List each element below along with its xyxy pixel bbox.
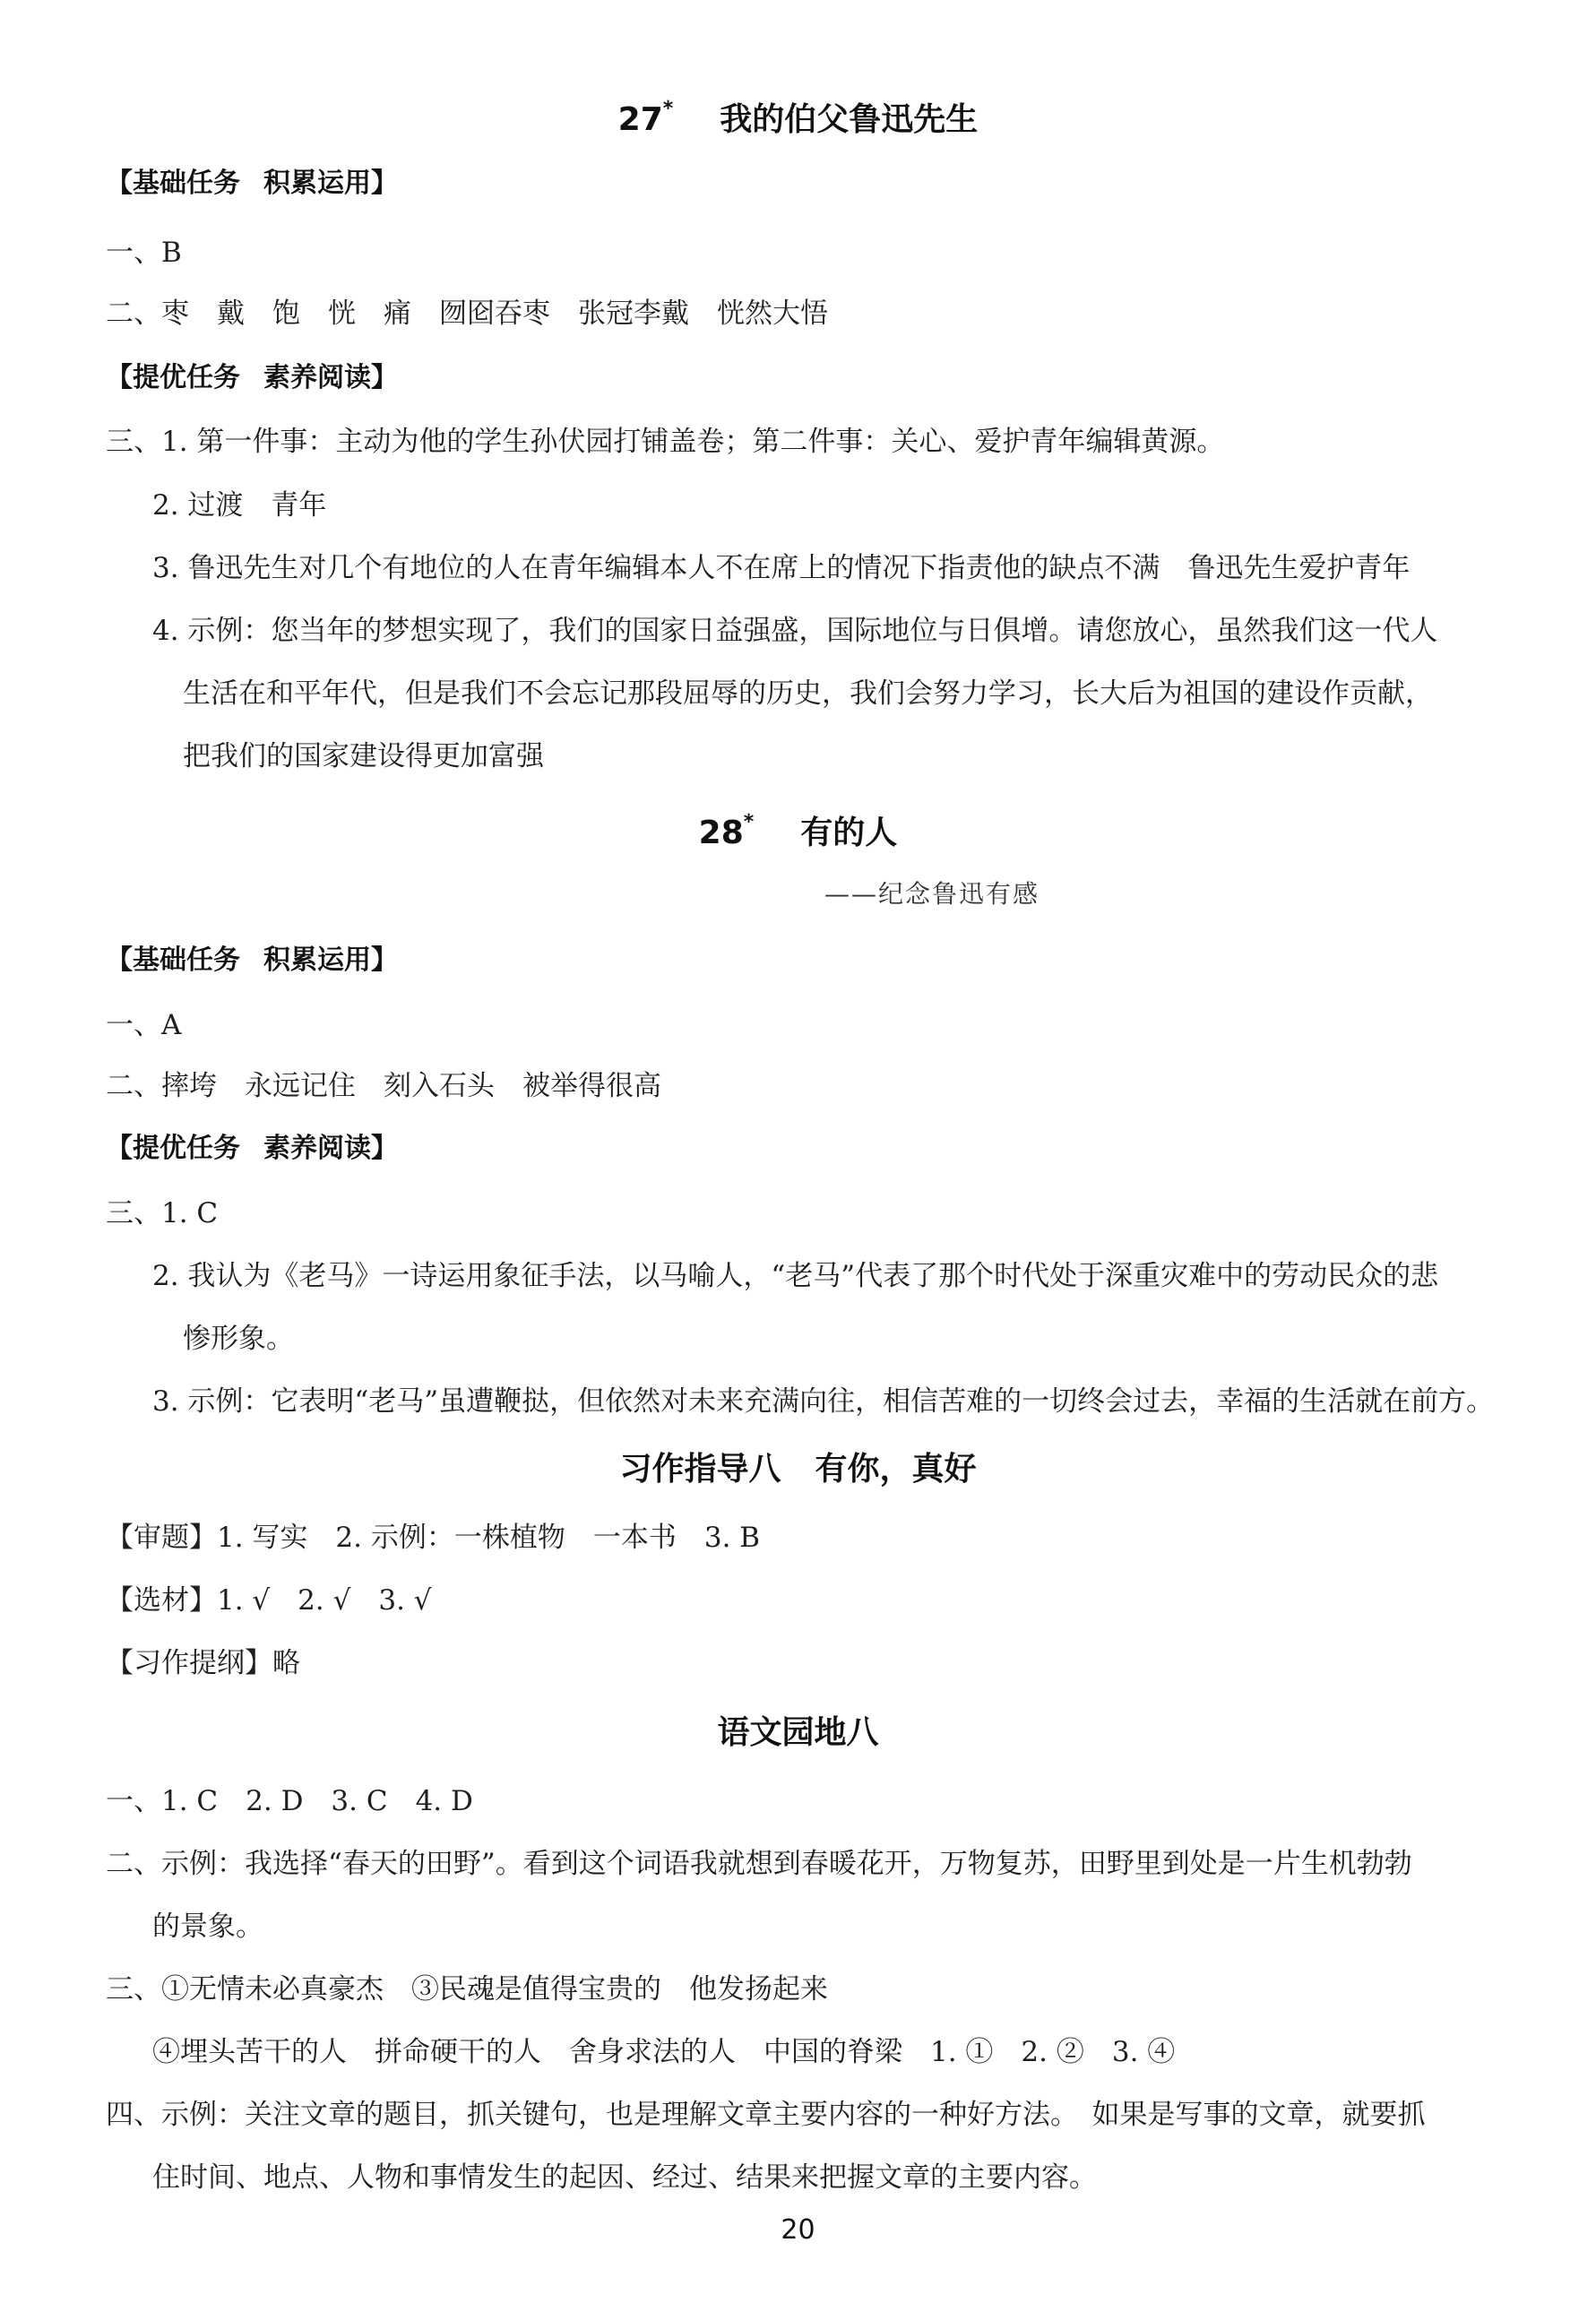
lesson-27-q3-4b: 生活在和平年代，但是我们不会忘记那段屈辱的历史，我们会努力学习，长大后为祖国的建设作贡献，	[183, 677, 1433, 710]
garden-line-4a: 四、示例：关注文章的题目，抓关键句，也是理解文章主要内容的一种好方法。 如果是写事的文章，就要抓	[106, 2099, 1426, 2131]
lesson-28-title	[0, 806, 1596, 853]
lesson-28-title-text: 有的人	[800, 815, 898, 851]
lesson-27-q3-2: 2. 过渡 青年	[152, 489, 327, 522]
writing-line-1: 【审题】1. 写实 2. 示例：一株植物 一本书 3. B	[106, 1522, 761, 1554]
lesson-27-title	[0, 93, 1596, 140]
garden-line-4b: 住时间、地点、人物和事情发生的起因、经过、结果来把握文章的主要内容。	[152, 2161, 1097, 2194]
garden-line-2a: 二、示例：我选择“春天的田野”。看到这个词语我就想到春暖花开，万物复苏，田野里到处是一片生机勃勃	[106, 1848, 1412, 1880]
lesson-28-q3-3: 3. 示例：它表明“老马”虽遭鞭挞，但依然对未来充满向往，相信苦难的一切终会过去，幸福的生活就在前方。	[152, 1385, 1495, 1418]
page-number: 20	[781, 2214, 815, 2246]
lesson-27-title-text: 我的伯父鲁迅先生	[720, 101, 979, 138]
writing-line-2: 【选材】1. √ 2. √ 3. √	[106, 1584, 432, 1617]
lesson-28-task-basic: 【基础任务 积累运用】	[106, 944, 398, 976]
lesson-28-q3-2a: 2. 我认为《老马》一诗运用象征手法，以马喻人，“老马”代表了那个时代处于深重灾难中的劳动民众的悲	[152, 1260, 1439, 1292]
garden-line-3a: 三、①无情未必真豪杰 ③民魂是值得宝贵的 他发扬起来	[106, 1973, 828, 2005]
garden-line-3b: ④埋头苦干的人 拼命硬干的人 舍身求法的人 中国的脊梁 1. ① 2. ② 3. ④	[152, 2036, 1176, 2068]
lesson-28-q3-2b: 惨形象。	[183, 1323, 294, 1355]
lesson-28-mark: *	[743, 811, 755, 833]
garden-title: 语文园地八	[717, 1714, 879, 1751]
lesson-27-task-reading: 【提优任务 素养阅读】	[106, 362, 398, 393]
lesson-27-q3-4c: 把我们的国家建设得更加富强	[183, 740, 544, 772]
lesson-27-q3-3: 3. 鲁迅先生对几个有地位的人在青年编辑本人不在席上的情况下指责他的缺点不满 鲁迅先生爱护青年	[152, 552, 1411, 584]
writing-title-b: 有你，真好	[815, 1451, 977, 1488]
lesson-28-subtitle: ——纪念鲁迅有感	[824, 879, 1040, 909]
lesson-27-q2: 二、枣 戴 饱 恍 痛 囫囵吞枣 张冠李戴 恍然大悟	[106, 298, 828, 330]
lesson-27-number: 27	[617, 101, 663, 138]
lesson-28-number: 28	[698, 815, 744, 851]
writing-title-a: 习作指导八	[619, 1451, 781, 1488]
lesson-27-q3-1: 三、1. 第一件事：主动为他的学生孙伏园打铺盖卷；第二件事：关心、爱护青年编辑黄源。	[106, 426, 1225, 458]
lesson-28-task-reading: 【提优任务 素养阅读】	[106, 1133, 398, 1164]
lesson-27-q3-4a: 4. 示例：您当年的梦想实现了，我们的国家日益强盛，国际地位与日俱增。请您放心，虽然我们这一代人	[152, 615, 1438, 647]
lesson-27-task-basic: 【基础任务 积累运用】	[106, 168, 398, 199]
lesson-28-q1: 一、A	[106, 1009, 182, 1041]
lesson-28-q2: 二、摔垮 永远记住 刻入石头 被举得很高	[106, 1070, 661, 1102]
lesson-28-q3-1: 三、1. C	[106, 1197, 219, 1229]
writing-title	[0, 1450, 1596, 1489]
garden-line-2b: 的景象。	[152, 1911, 263, 1943]
lesson-27-q1: 一、B	[106, 237, 182, 269]
garden-line-1: 一、1. C 2. D 3. C 4. D	[106, 1785, 473, 1817]
writing-line-3: 【习作提纲】略	[106, 1647, 300, 1679]
lesson-27-mark: *	[662, 98, 674, 120]
